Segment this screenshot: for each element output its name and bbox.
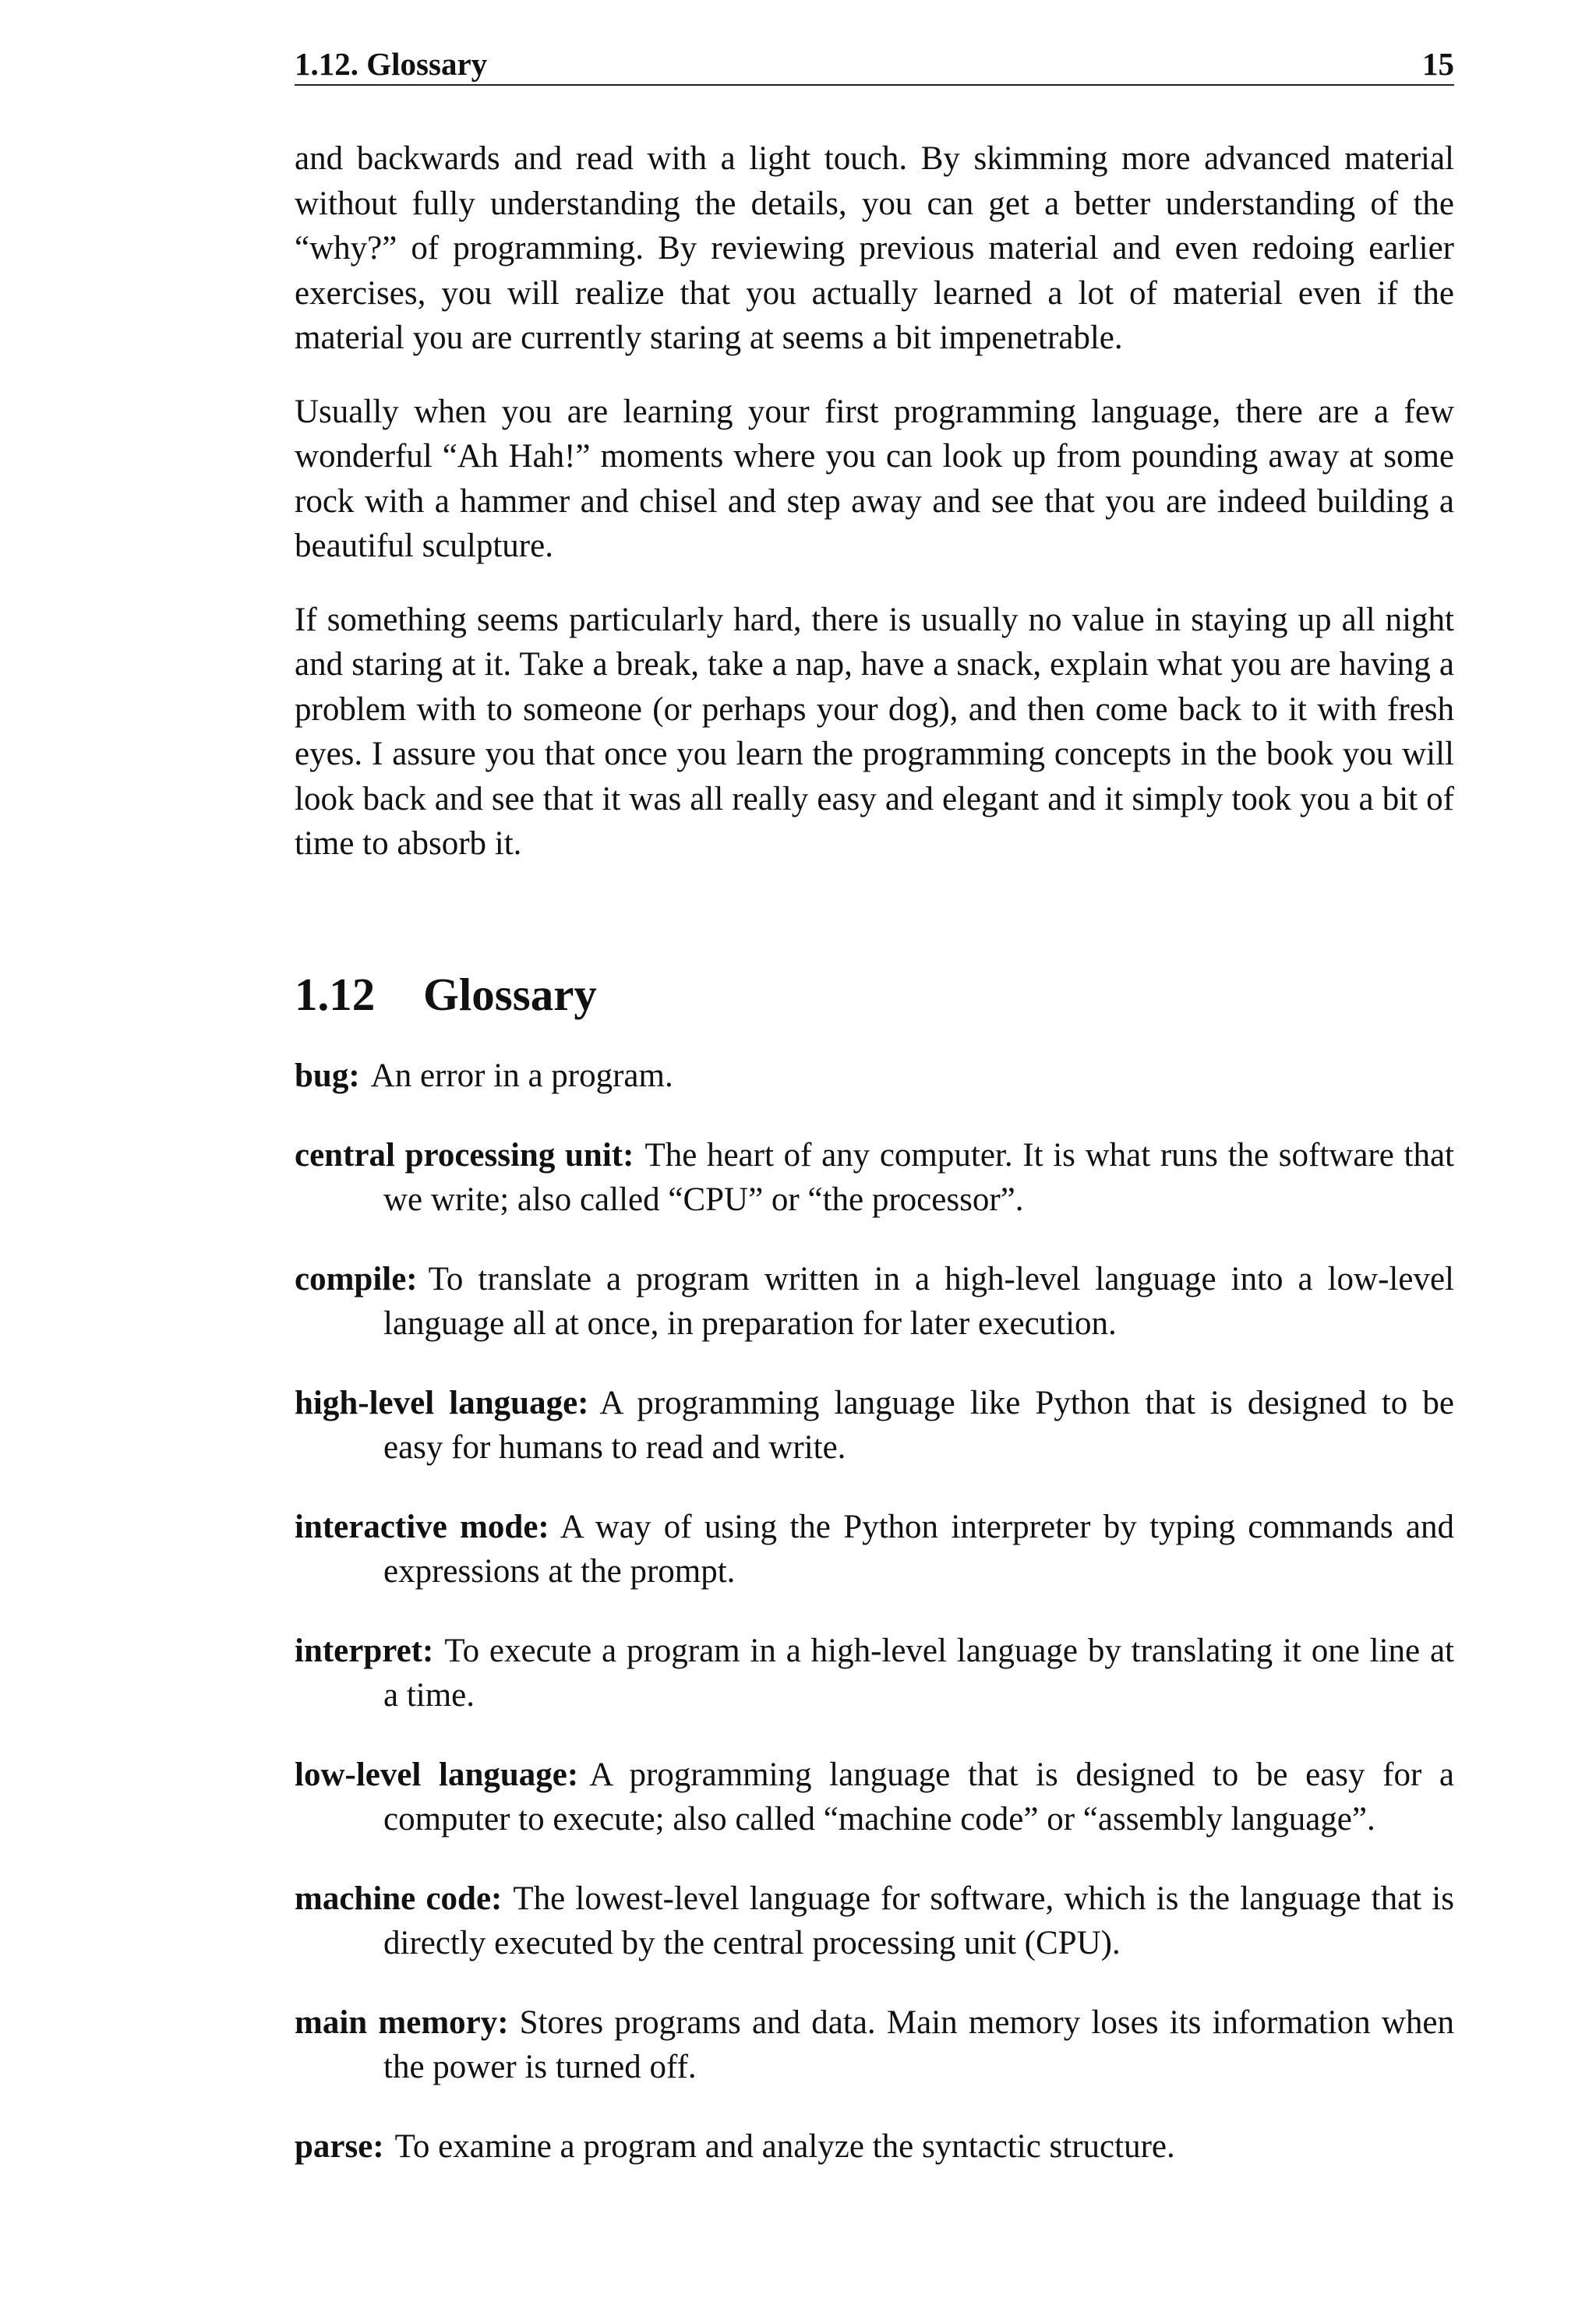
glossary-entry <box>295 1257 1454 1347</box>
section-number: 1.12 <box>295 969 376 1020</box>
glossary-term: compile: <box>295 1260 418 1297</box>
header-section-title: 1.12. Glossary <box>295 46 488 82</box>
glossary-entry <box>295 1505 1454 1594</box>
glossary-definition: A programming language that is designed to be easy for a computer to execute; also called “machine code” or “assembly language”. <box>383 1756 1454 1838</box>
body-text <box>295 136 1454 895</box>
page-number: 15 <box>1422 46 1454 82</box>
glossary-definition: To execute a program in a high-level language by translating it one line at a time. <box>383 1632 1454 1714</box>
paragraph-3: If something seems particularly hard, there is usually no value in staying up all night and staring at it. Take a break, take a nap, have a snack, explain what you are having a problem with to someone (or perhaps your dog), and then come back to it with fresh eyes. I assure you that once you learn the programming concepts in the book you will look back and see that it was all really easy and elegant and it simply took you a bit of time to absorb it. <box>295 601 1454 862</box>
section-title: Glossary <box>423 969 597 1020</box>
glossary-entry <box>295 1381 1454 1470</box>
glossary-definition: To examine a program and analyze the syntactic structure. <box>394 2127 1175 2165</box>
glossary-list <box>295 1054 1454 2203</box>
glossary-term: bug: <box>295 1057 360 1094</box>
glossary-entry <box>295 2000 1454 2090</box>
glossary-term: central processing unit: <box>295 1136 634 1174</box>
glossary-definition: An error in a program. <box>370 1057 673 1094</box>
glossary-entry <box>295 1753 1454 1842</box>
glossary-term: parse: <box>295 2127 384 2165</box>
paragraph-1: and backwards and read with a light touch. By skimming more advanced material without fully understanding the details, you can get a better understanding of the “why?” of programming. By reviewing previous material and even redoing earlier exercises, you will realize that you actually learned a lot of material even if the material you are currently staring at seems a bit impenetrable. <box>295 140 1454 356</box>
paragraph-2: Usually when you are learning your first programming language, there are a few wonderful “Ah Hah!” moments where you can look up from pounding away at some rock with a hammer and chisel and step away and see that you are indeed building a beautiful sculpture. <box>295 393 1454 564</box>
glossary-term: low-level language: <box>295 1756 579 1793</box>
glossary-entry <box>295 1054 1454 1099</box>
glossary-definition: The heart of any computer. It is what runs the software that we write; also called “CPU” or “the processor”. <box>383 1136 1454 1218</box>
glossary-definition: To translate a program written in a high-level language into a low-level language all at once, in preparation for later execution. <box>383 1260 1454 1342</box>
glossary-definition: A programming language like Python that is designed to be easy for humans to read and write. <box>383 1384 1454 1466</box>
glossary-term: main memory: <box>295 2004 509 2041</box>
glossary-definition: A way of using the Python interpreter by typing commands and expressions at the prompt. <box>383 1508 1454 1590</box>
running-header <box>295 44 1454 86</box>
glossary-term: machine code: <box>295 1880 503 1917</box>
glossary-definition: Stores programs and data. Main memory loses its information when the power is turned off. <box>383 2004 1454 2085</box>
glossary-entry <box>295 1133 1454 1223</box>
glossary-term: interpret: <box>295 1632 434 1669</box>
glossary-term: interactive mode: <box>295 1508 549 1545</box>
glossary-entry <box>295 1877 1454 1966</box>
glossary-definition: The lowest-level language for software, which is the language that is directly executed by the central processing unit (CPU). <box>383 1880 1454 1961</box>
glossary-entry <box>295 1629 1454 1718</box>
glossary-term: high-level language: <box>295 1384 589 1421</box>
section-heading <box>295 966 597 1022</box>
glossary-entry <box>295 2124 1454 2170</box>
